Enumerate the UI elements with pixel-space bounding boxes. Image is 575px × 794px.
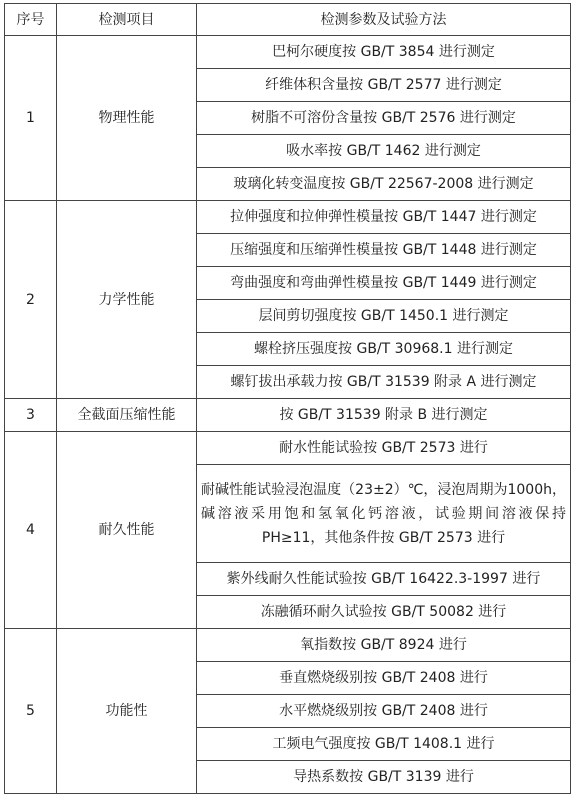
- group-seq: 4: [5, 432, 57, 629]
- group-item: 功能性: [57, 629, 197, 794]
- method-cell: 玻璃化转变温度按 GB/T 22567-2008 进行测定: [197, 168, 571, 201]
- method-cell: 纤维体积含量按 GB/T 2577 进行测定: [197, 69, 571, 102]
- table-row: [5, 201, 571, 234]
- method-cell: 按 GB/T 31539 附录 B 进行测定: [197, 399, 571, 432]
- method-cell: 螺栓挤压强度按 GB/T 30968.1 进行测定: [197, 333, 571, 366]
- test-method-table: [4, 3, 571, 794]
- table-row: [5, 36, 571, 69]
- method-cell: 树脂不可溶份含量按 GB/T 2576 进行测定: [197, 102, 571, 135]
- group-item: 全截面压缩性能: [57, 399, 197, 432]
- group-seq: 5: [5, 629, 57, 794]
- method-cell: 拉伸强度和拉伸弹性模量按 GB/T 1447 进行测定: [197, 201, 571, 234]
- group-item: 力学性能: [57, 201, 197, 399]
- group-seq: 2: [5, 201, 57, 399]
- table-row: [5, 629, 571, 662]
- group-seq: 1: [5, 36, 57, 201]
- method-cell: 巴柯尔硬度按 GB/T 3854 进行测定: [197, 36, 571, 69]
- method-cell: 弯曲强度和弯曲弹性模量按 GB/T 1449 进行测定: [197, 267, 571, 300]
- table-header-row: [5, 4, 571, 36]
- method-cell: 工频电气强度按 GB/T 1408.1 进行: [197, 728, 571, 761]
- table-row: [5, 432, 571, 465]
- group-item: 耐久性能: [57, 432, 197, 629]
- method-cell: 耐水性能试验按 GB/T 2573 进行: [197, 432, 571, 465]
- header-method: 检测参数及试验方法: [197, 4, 571, 36]
- method-cell: 压缩强度和压缩弹性模量按 GB/T 1448 进行测定: [197, 234, 571, 267]
- method-cell: 紫外线耐久性能试验按 GB/T 16422.3-1997 进行: [197, 563, 571, 596]
- table-row: [5, 399, 571, 432]
- method-cell: 氧指数按 GB/T 8924 进行: [197, 629, 571, 662]
- method-cell: 螺钉拔出承载力按 GB/T 31539 附录 A 进行测定: [197, 366, 571, 399]
- method-cell: 导热系数按 GB/T 3139 进行: [197, 761, 571, 794]
- method-cell: 层间剪切强度按 GB/T 1450.1 进行测定: [197, 300, 571, 333]
- method-cell: 吸水率按 GB/T 1462 进行测定: [197, 135, 571, 168]
- group-seq: 3: [5, 399, 57, 432]
- header-seq: 序号: [5, 4, 57, 36]
- method-cell: 耐碱性能试验浸泡温度（23±2）℃，浸泡周期为1000h，碱溶液采用饱和氢氧化钙溶液，试验期间溶液保持 PH≥11，其他条件按 GB/T 2573 进行: [197, 465, 571, 563]
- method-cell: 垂直燃烧级别按 GB/T 2408 进行: [197, 662, 571, 695]
- header-item: 检测项目: [57, 4, 197, 36]
- method-cell: 冻融循环耐久试验按 GB/T 50082 进行: [197, 596, 571, 629]
- method-cell: 水平燃烧级别按 GB/T 2408 进行: [197, 695, 571, 728]
- group-item: 物理性能: [57, 36, 197, 201]
